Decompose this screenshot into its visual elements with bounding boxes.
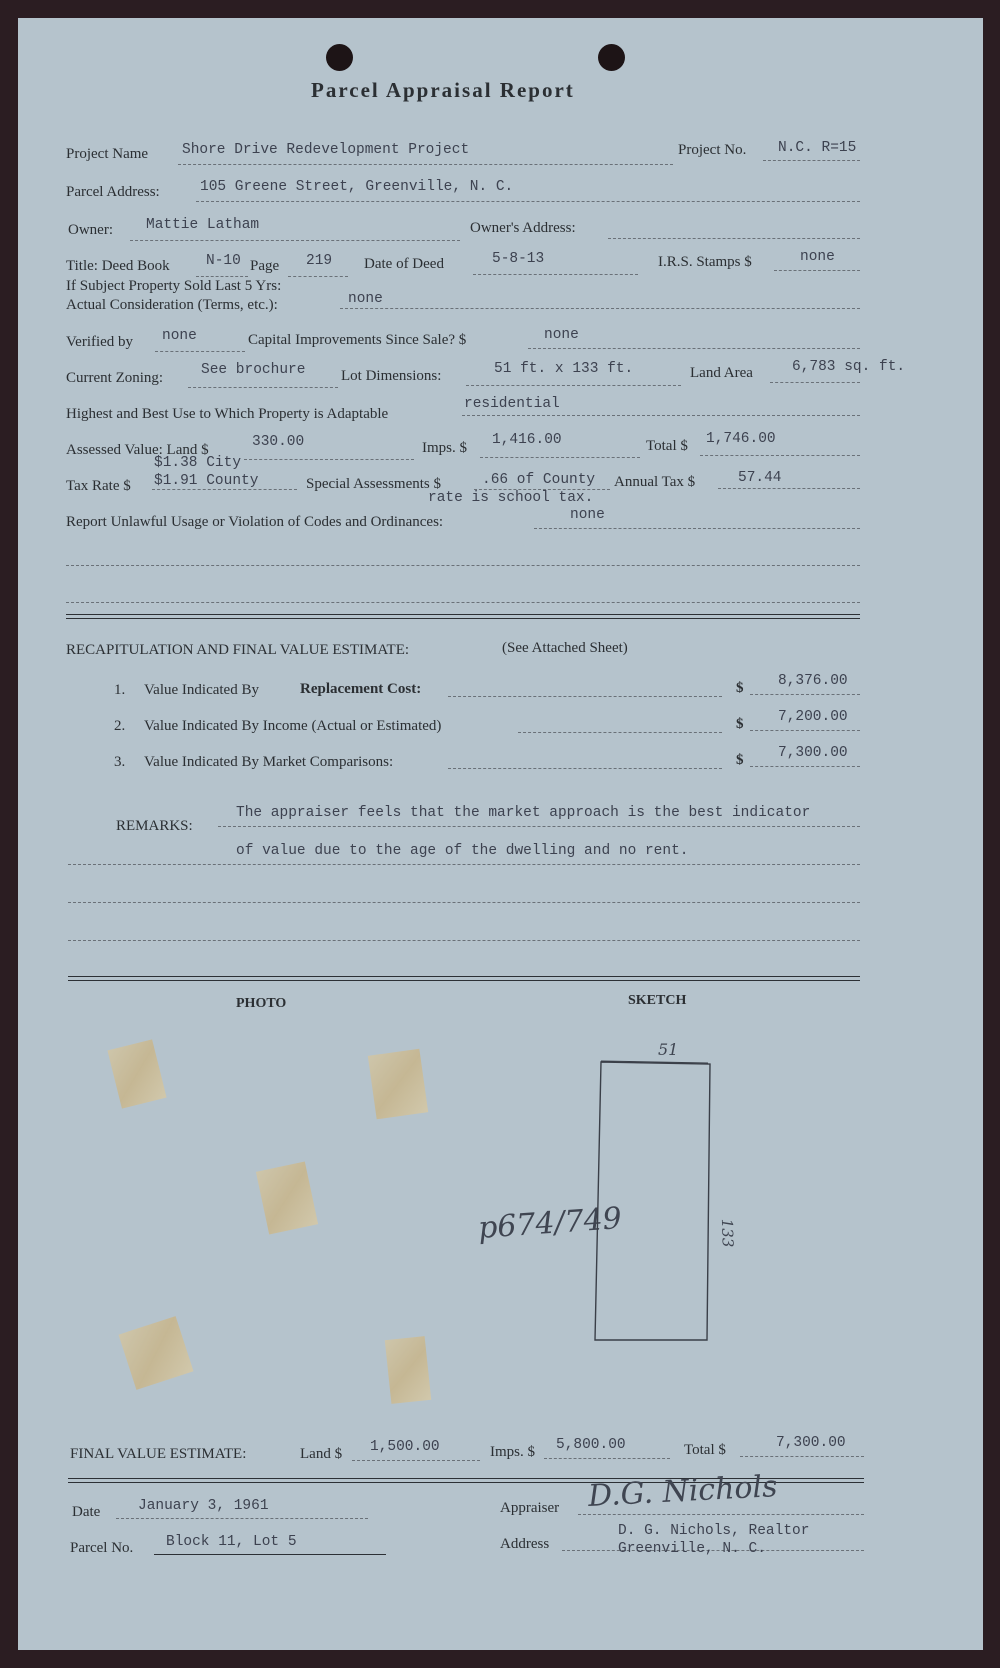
lot-sketch xyxy=(588,1034,728,1364)
date-line xyxy=(116,1518,368,1519)
final-imps-line xyxy=(544,1458,670,1459)
irs-stamps-line xyxy=(774,270,860,271)
owner-value: Mattie Latham xyxy=(146,217,260,233)
recap-item-line xyxy=(448,696,722,697)
tape-residue xyxy=(107,1039,166,1108)
zoning-line xyxy=(188,387,338,388)
consideration-label: Actual Consideration (Terms, etc.): xyxy=(66,297,278,313)
recap-heading: RECAPITULATION AND FINAL VALUE ESTIMATE: xyxy=(66,642,410,658)
lot-dimensions-value: 51 ft. x 133 ft. xyxy=(494,361,634,377)
punch-hole-left xyxy=(326,44,353,71)
irs-stamps-label: I.R.S. Stamps $ xyxy=(658,254,752,270)
unlawful-usage-line xyxy=(534,528,860,529)
owner-label: Owner: xyxy=(68,222,113,238)
final-imps-value: 5,800.00 xyxy=(556,1437,626,1453)
capital-line xyxy=(528,348,860,349)
appraiser-name: D. G. Nichols, Realtor xyxy=(618,1523,810,1539)
land-area-line xyxy=(770,382,860,383)
parcel-address-value: 105 Greene Street, Greenville, N. C. xyxy=(200,179,514,195)
section-divider xyxy=(66,614,860,615)
deed-book-label: Title: Deed Book xyxy=(66,258,170,274)
owner-address-line xyxy=(608,238,860,239)
remarks-line xyxy=(218,826,860,827)
remarks-line xyxy=(68,902,860,903)
recap-item-value-line xyxy=(750,766,860,767)
assessed-imps-value: 1,416.00 xyxy=(492,432,562,448)
pencil-note: p674/749 xyxy=(476,1201,623,1246)
assessed-land-line xyxy=(244,459,414,460)
assessed-land-value: 330.00 xyxy=(252,434,305,450)
assessed-total-line xyxy=(700,455,860,456)
blank-line xyxy=(66,565,860,566)
project-name-line xyxy=(178,164,673,165)
remarks-line-2: of value due to the age of the dwelling and no rent. xyxy=(236,843,689,859)
final-land-line xyxy=(352,1460,480,1461)
tape-residue xyxy=(119,1316,194,1390)
recap-item-value: 8,376.00 xyxy=(778,673,848,689)
blank-line xyxy=(66,602,860,603)
assessed-imps-label: Imps. $ xyxy=(422,440,467,456)
capital-label: Capital Improvements Since Sale? $ xyxy=(248,332,467,348)
recap-item-label: Value Indicated By Income (Actual or Estimated) xyxy=(144,718,442,734)
final-total-line xyxy=(740,1456,864,1457)
recap-item-number: 2. xyxy=(114,718,126,734)
recap-item-value-line xyxy=(750,730,860,731)
recap-item-label-bold: Replacement Cost: xyxy=(300,681,422,697)
special-assessments-value: .66 of County xyxy=(482,472,596,488)
remarks-line-1: The appraiser feels that the market approach is the best indicator xyxy=(236,805,811,821)
date-value: January 3, 1961 xyxy=(138,1498,269,1514)
tax-rate-city: $1.38 City xyxy=(154,455,242,471)
annual-tax-line xyxy=(718,488,860,489)
unlawful-usage-label: Report Unlawful Usage or Violation of Codes and Ordinances: xyxy=(66,514,444,530)
date-of-deed-line xyxy=(473,274,638,275)
best-use-label: Highest and Best Use to Which Property is Adaptable xyxy=(66,406,389,422)
recap-item-label: Value Indicated By xyxy=(144,682,259,698)
project-name-value: Shore Drive Redevelopment Project xyxy=(182,142,470,158)
address-label: Address xyxy=(500,1536,550,1552)
date-label: Date xyxy=(72,1504,101,1520)
land-area-label: Land Area xyxy=(690,365,753,381)
page-line xyxy=(288,276,348,277)
recap-item-value: 7,300.00 xyxy=(778,745,848,761)
recap-item-value: 7,200.00 xyxy=(778,709,848,725)
tax-rate-label: Tax Rate $ xyxy=(66,478,131,494)
final-imps-label: Imps. $ xyxy=(490,1444,535,1460)
annual-tax-value: 57.44 xyxy=(738,470,782,486)
irs-stamps-value: none xyxy=(800,249,835,265)
deed-book-value: N-10 xyxy=(206,253,241,269)
section-divider xyxy=(66,618,860,619)
tape-residue xyxy=(385,1336,431,1404)
parcel-address-label: Parcel Address: xyxy=(66,184,160,200)
sketch-depth-label: 133 xyxy=(717,1218,737,1248)
lot-dimensions-line xyxy=(466,385,681,386)
consideration-value: none xyxy=(348,291,383,307)
recap-item-number: 3. xyxy=(114,754,126,770)
appraiser-signature: D.G. Nichols xyxy=(587,1469,779,1514)
zoning-value: See brochure xyxy=(201,362,306,378)
form-title: Parcel Appraisal Report xyxy=(311,78,575,102)
recap-item-currency: $ xyxy=(736,752,744,768)
verified-value: none xyxy=(162,328,197,344)
parcel-no-line xyxy=(154,1554,386,1555)
final-total-value: 7,300.00 xyxy=(776,1435,846,1451)
owner-line xyxy=(130,240,460,241)
special-assessments-note: rate is school tax. xyxy=(428,490,594,506)
section-divider xyxy=(68,976,860,977)
assessed-total-label: Total $ xyxy=(646,438,688,454)
appraiser-label: Appraiser xyxy=(500,1500,560,1516)
remarks-label: REMARKS: xyxy=(116,818,193,834)
final-value-label: FINAL VALUE ESTIMATE: xyxy=(70,1446,247,1462)
recap-item-label: Value Indicated By Market Comparisons: xyxy=(144,754,394,770)
best-use-value: residential xyxy=(464,396,560,412)
project-no-label: Project No. xyxy=(678,142,747,158)
tape-residue xyxy=(368,1049,428,1120)
assessed-total-value: 1,746.00 xyxy=(706,431,776,447)
remarks-line xyxy=(68,940,860,941)
project-name-label: Project Name xyxy=(66,146,149,162)
photo-label: PHOTO xyxy=(236,996,287,1011)
parcel-address-line xyxy=(196,201,860,202)
recap-see-attached: (See Attached Sheet) xyxy=(502,640,628,656)
final-land-label: Land $ xyxy=(300,1446,343,1462)
best-use-line xyxy=(462,415,860,416)
sold-label: If Subject Property Sold Last 5 Yrs: xyxy=(66,278,282,294)
unlawful-usage-value: none xyxy=(570,507,605,523)
verified-label: Verified by xyxy=(66,334,134,350)
capital-value: none xyxy=(544,327,579,343)
final-land-value: 1,500.00 xyxy=(370,1439,440,1455)
verified-line xyxy=(155,351,245,352)
appraiser-line xyxy=(578,1514,864,1515)
assessed-imps-line xyxy=(480,457,640,458)
tax-rate-county: $1.91 County xyxy=(154,473,259,489)
recap-item-value-line xyxy=(750,694,860,695)
project-no-value: N.C. R=15 xyxy=(778,140,857,156)
owner-address-label: Owner's Address: xyxy=(470,220,576,236)
date-of-deed-label: Date of Deed xyxy=(364,256,444,272)
lot-dimensions-label: Lot Dimensions: xyxy=(341,368,442,384)
page-label: Page xyxy=(250,258,280,274)
appraisal-form xyxy=(18,18,983,1650)
deed-book-line xyxy=(196,276,248,277)
recap-item-currency: $ xyxy=(736,716,744,732)
land-area-value: 6,783 sq. ft. xyxy=(792,359,906,375)
sketch-label: SKETCH xyxy=(628,993,687,1008)
section-divider xyxy=(68,980,860,981)
address-value: Greenville, N. C. xyxy=(618,1541,766,1557)
punch-hole-right xyxy=(598,44,625,71)
page-value: 219 xyxy=(306,253,333,269)
parcel-no-label: Parcel No. xyxy=(70,1540,134,1556)
sketch-width-label: 51 xyxy=(658,1040,679,1059)
tax-rate-line xyxy=(152,489,297,490)
project-no-line xyxy=(763,160,860,161)
assessed-land-label: Assessed Value: Land $ xyxy=(66,442,209,458)
final-total-label: Total $ xyxy=(684,1442,726,1458)
tape-residue xyxy=(256,1162,318,1235)
zoning-label: Current Zoning: xyxy=(66,370,164,386)
lot-outline xyxy=(595,1062,710,1340)
recap-item-number: 1. xyxy=(114,682,126,698)
annual-tax-label: Annual Tax $ xyxy=(614,474,696,490)
date-of-deed-value: 5-8-13 xyxy=(492,251,545,267)
recap-item-currency: $ xyxy=(736,680,744,696)
recap-item-line xyxy=(448,768,722,769)
parcel-no-value: Block 11, Lot 5 xyxy=(166,1534,297,1550)
special-assessments-label: Special Assessments $ xyxy=(306,476,441,492)
recap-item-line xyxy=(518,732,722,733)
consideration-line xyxy=(340,308,860,309)
remarks-line xyxy=(68,864,860,865)
